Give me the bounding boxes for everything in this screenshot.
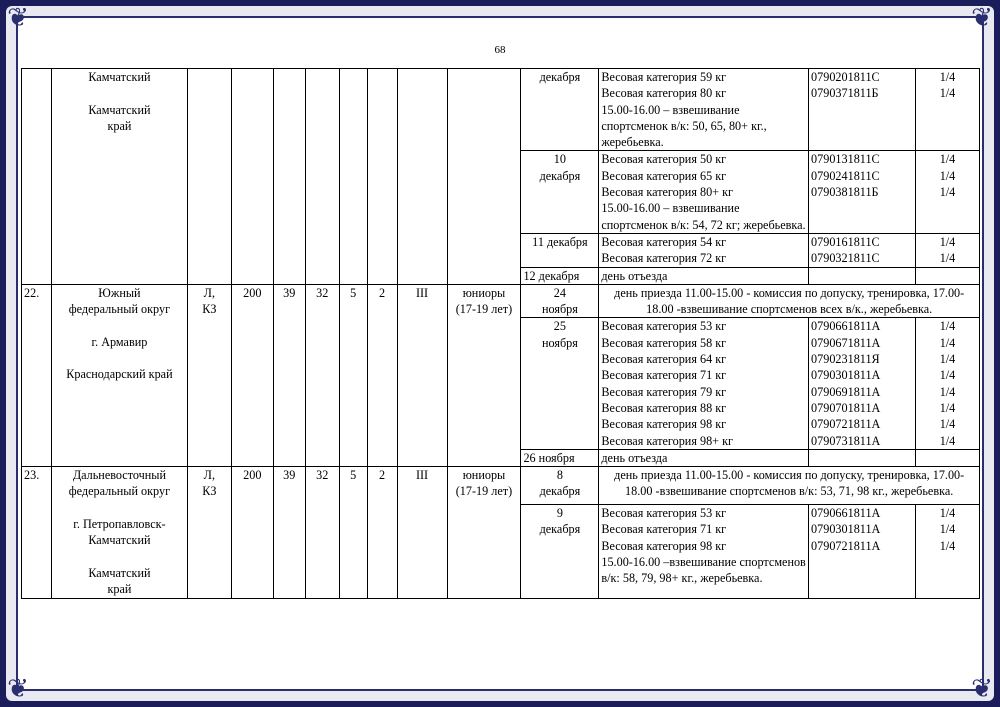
code-cell: 0790661811А 0790671811А 0790231811Я 0790301811А 0790691811А 0790701811А 0790721811А 0790731811А	[809, 318, 916, 449]
date-cell: 25 ноября	[521, 318, 599, 449]
program-cell: Весовая категория 53 кг Весовая категория 58 кг Весовая категория 64 кг Весовая категория 71 кг Весовая категория 79 кг Весовая категория 88 кг Весовая категория 98 кг Весовая категория 98+ кг	[599, 318, 809, 449]
gender-cell: Л, КЗ	[187, 284, 231, 466]
program-cell: Весовая категория 59 кг Весовая категория 80 кг 15.00-16.00 – взвешивание спортсменок в/к: 50, 65, 80+ кг., жеребьевка.	[599, 69, 809, 151]
count-cell: 39	[273, 284, 305, 466]
date-cell: 11 декабря	[521, 233, 599, 267]
date-cell: 26 ноября	[521, 449, 599, 466]
fraction-cell: 1/4 1/4 1/4	[915, 505, 979, 598]
count-cell: 5	[339, 284, 367, 466]
program-cell: Весовая категория 53 кг Весовая категория 71 кг Весовая категория 98 кг 15.00-16.00 –взвешивание спортсменов в/к: 58, 79, 98+ кг., жеребьевка.	[599, 505, 809, 598]
date-cell: 10 декабря	[521, 151, 599, 233]
program-cell: Весовая категория 54 кг Весовая категория 72 кг	[599, 233, 809, 267]
corner-ornament-icon: ❦	[971, 3, 993, 33]
count-cell: 2	[367, 467, 397, 598]
gender-cell: Л, КЗ	[187, 467, 231, 598]
date-cell: 24 ноября	[521, 284, 599, 318]
table-row	[22, 284, 980, 318]
corner-ornament-icon: ❦	[971, 674, 993, 704]
row-index	[22, 69, 52, 285]
count-cell: 32	[305, 467, 339, 598]
age-group-cell: юниоры (17-19 лет)	[447, 284, 521, 466]
row-index: 22.	[22, 284, 52, 466]
date-cell: декабря	[521, 69, 599, 151]
count-cell: 200	[231, 284, 273, 466]
rank-cell: III	[397, 467, 447, 598]
rank-cell: III	[397, 284, 447, 466]
fraction-cell: 1/4 1/4	[915, 233, 979, 267]
code-cell: 0790661811А 0790301811А 0790721811А	[809, 505, 916, 598]
fraction-cell: 1/4 1/4 1/4	[915, 151, 979, 233]
fraction-cell: 1/4 1/4	[915, 69, 979, 151]
venue-cell: Камчатский Камчатский край	[51, 69, 187, 285]
count-cell: 5	[339, 467, 367, 598]
date-cell: 9 декабря	[521, 505, 599, 598]
code-cell: 0790131811С 0790241811С 0790381811Б	[809, 151, 916, 233]
program-cell: Весовая категория 50 кг Весовая категория 65 кг Весовая категория 80+ кг 15.00-16.00 – взвешивание спортсменок в/к: 54, 72 кг; жеребьевка.	[599, 151, 809, 233]
program-cell: день отъезда	[599, 267, 809, 284]
corner-ornament-icon: ❦	[7, 674, 29, 704]
page-number: 68	[494, 44, 506, 56]
date-cell: 12 декабря	[521, 267, 599, 284]
count-cell: 200	[231, 467, 273, 598]
schedule-table	[21, 68, 980, 599]
venue-cell: Дальневосточный федеральный округ г. Петропавловск- Камчатский Камчатский край	[51, 467, 187, 598]
count-cell: 39	[273, 467, 305, 598]
date-cell: 8 декабря	[521, 467, 599, 505]
age-group-cell: юниоры (17-19 лет)	[447, 467, 521, 598]
fraction-cell: 1/4 1/4 1/4 1/4 1/4 1/4 1/4 1/4	[915, 318, 979, 449]
program-cell: день отъезда	[599, 449, 809, 466]
program-cell: день приезда 11.00-15.00 - комиссия по допуску, тренировка, 17.00-18.00 -взвешивание спортсменов всех в/к., жеребьевка.	[599, 284, 980, 318]
row-index: 23.	[22, 467, 52, 598]
code-cell: 0790201811С 0790371811Б	[809, 69, 916, 151]
venue-cell: Южный федеральный округ г. Армавир Краснодарский край	[51, 284, 187, 466]
table-row	[22, 69, 980, 151]
code-cell: 0790161811С 0790321811С	[809, 233, 916, 267]
count-cell: 2	[367, 284, 397, 466]
count-cell: 32	[305, 284, 339, 466]
table-row	[22, 467, 980, 505]
corner-ornament-icon: ❦	[7, 3, 29, 33]
program-cell: день приезда 11.00-15.00 - комиссия по допуску, тренировка, 17.00-18.00 -взвешивание спортсменов в/к: 53, 71, 98 кг., жеребьевка.	[599, 467, 980, 505]
